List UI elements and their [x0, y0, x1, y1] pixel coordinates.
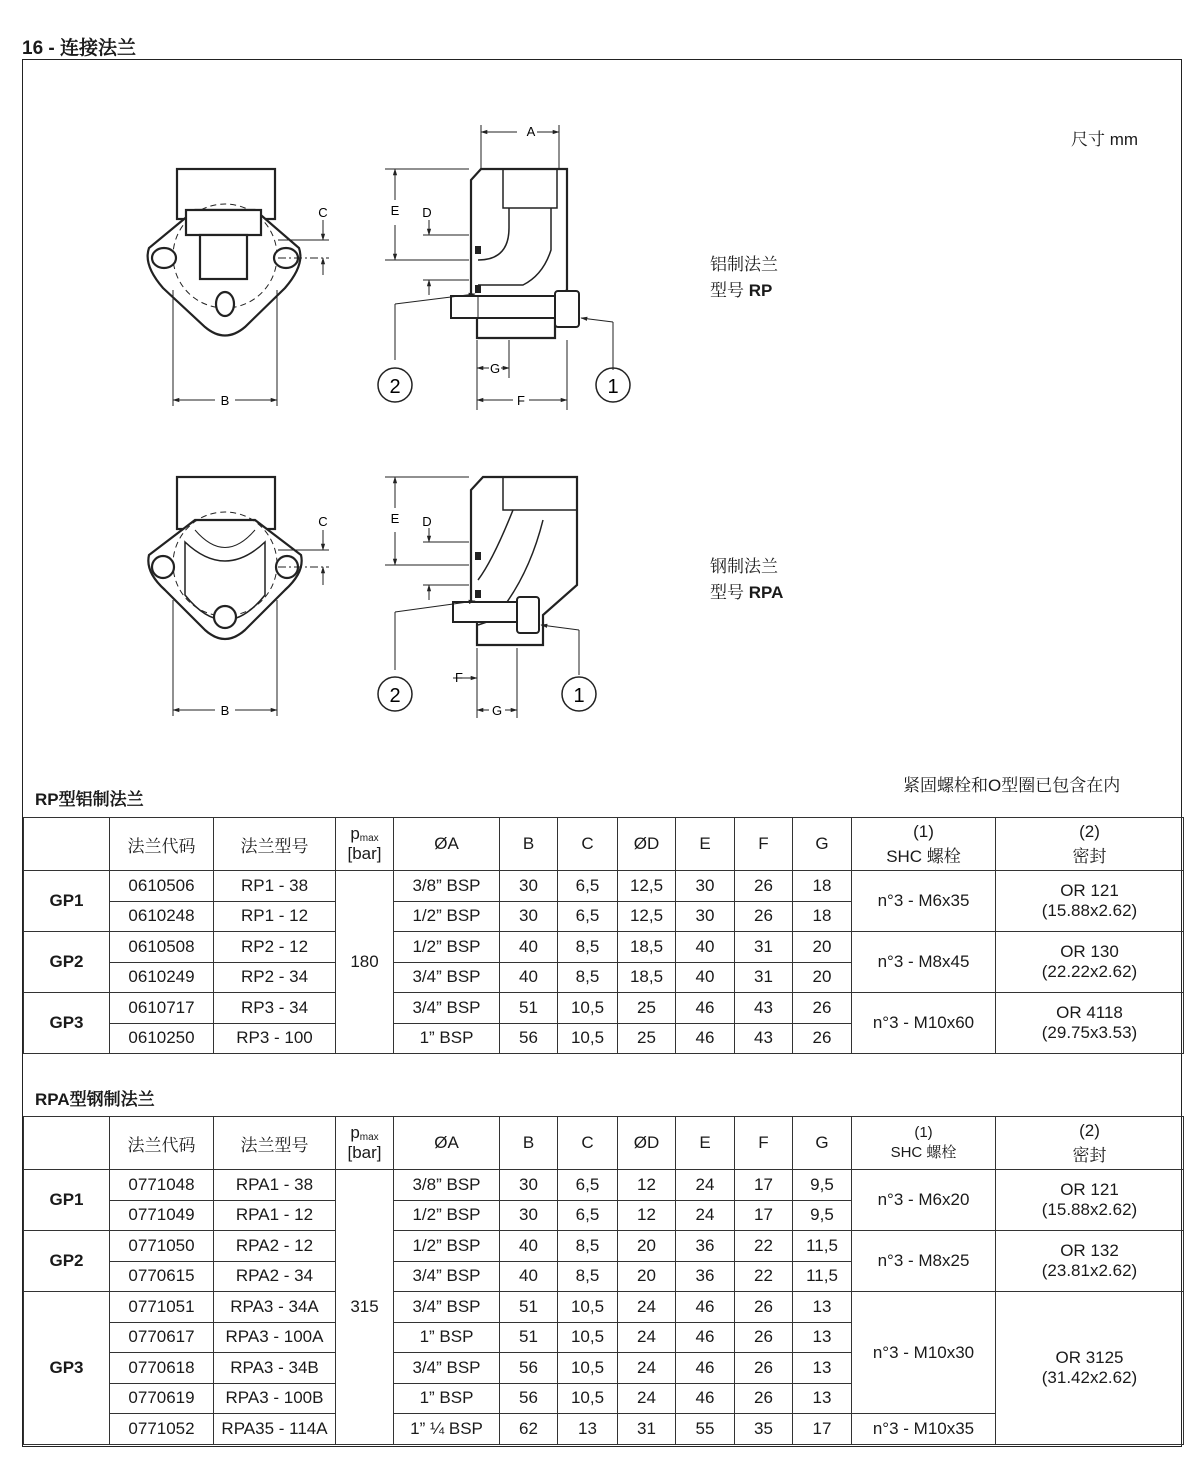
- pmax-value: 315: [336, 1170, 394, 1445]
- b: 56: [500, 1383, 558, 1414]
- g: 17: [793, 1414, 852, 1445]
- seal: [996, 932, 1184, 993]
- bolt: n°3 - M8x25: [852, 1231, 996, 1292]
- page-title: 16 - 连接法兰: [22, 38, 137, 59]
- dd: 24: [618, 1292, 676, 1323]
- g: 13: [793, 1353, 852, 1384]
- c: 10,5: [558, 1383, 618, 1414]
- dim-label-f: F: [517, 393, 525, 408]
- code: 0770617: [110, 1322, 214, 1353]
- table-header-row: [24, 1117, 1184, 1170]
- rp-model-line: [710, 278, 778, 304]
- seal-size: (31.42x2.62): [1041, 1367, 1138, 1387]
- seal-ref: OR 3125: [1055, 1347, 1124, 1367]
- e: 40: [676, 962, 735, 993]
- pmax-unit: [bar]: [347, 844, 382, 863]
- dim-label-e-rpa: E: [390, 511, 400, 526]
- seal-size: (23.81x2.62): [1041, 1261, 1138, 1280]
- header-group: [24, 1117, 110, 1170]
- dd: 12: [618, 1170, 676, 1201]
- group-name: GP1: [24, 1170, 110, 1231]
- da: 1/2” BSP: [394, 932, 500, 963]
- da: 1” BSP: [394, 1383, 500, 1414]
- bolt-label: SHC 螺栓: [886, 846, 961, 866]
- b: 30: [500, 1170, 558, 1201]
- dd: 12,5: [618, 901, 676, 932]
- dd: 25: [618, 1023, 676, 1054]
- da: 3/4” BSP: [394, 962, 500, 993]
- dd: 20: [618, 1261, 676, 1292]
- seal: [996, 993, 1184, 1054]
- model: RP2 - 34: [214, 962, 336, 993]
- b: 40: [500, 932, 558, 963]
- seal-num: (2): [1079, 1120, 1100, 1140]
- unit-note: 尺寸 mm: [1071, 130, 1139, 149]
- header-model: 法兰型号: [214, 1117, 336, 1170]
- da: 3/4” BSP: [394, 1292, 500, 1323]
- dd: 24: [618, 1322, 676, 1353]
- included-note: 紧固螺栓和O型圈已包含在内: [903, 776, 1121, 795]
- header-pmax: [336, 818, 394, 871]
- e: 30: [676, 901, 735, 932]
- b: 30: [500, 1200, 558, 1231]
- e: 24: [676, 1200, 735, 1231]
- g: 13: [793, 1292, 852, 1323]
- dim-label-c-rpa: C: [318, 514, 328, 529]
- rp-material: 铝制法兰: [710, 255, 778, 274]
- header-c: C: [558, 1117, 618, 1170]
- f: 26: [735, 871, 793, 902]
- header-seal: [996, 1117, 1184, 1170]
- bolt: n°3 - M10x60: [852, 993, 996, 1054]
- seal-num: (2): [1079, 821, 1100, 841]
- da: 1” BSP: [394, 1322, 500, 1353]
- model: RPA1 - 38: [214, 1170, 336, 1201]
- code: 0770619: [110, 1383, 214, 1414]
- b: 30: [500, 901, 558, 932]
- e: 55: [676, 1414, 735, 1445]
- table-row: [24, 993, 1184, 1024]
- da: 3/4” BSP: [394, 993, 500, 1024]
- code: 0610506: [110, 871, 214, 902]
- c: 10,5: [558, 1292, 618, 1323]
- dim-label-b-rpa: B: [220, 703, 230, 718]
- bolt: n°3 - M8x45: [852, 932, 996, 993]
- c: 10,5: [558, 993, 618, 1024]
- model: RPA3 - 100B: [214, 1383, 336, 1414]
- seal-ref: OR 132: [1060, 1241, 1119, 1260]
- g: 20: [793, 962, 852, 993]
- g: 11,5: [793, 1231, 852, 1262]
- rp-spec-table: [23, 817, 1184, 1054]
- f: 26: [735, 1292, 793, 1323]
- b: 51: [500, 993, 558, 1024]
- dd: 18,5: [618, 962, 676, 993]
- c: 8,5: [558, 1261, 618, 1292]
- rp-model-prefix: 型号: [710, 281, 749, 300]
- e: 46: [676, 1322, 735, 1353]
- pmax-sub: max: [359, 833, 379, 844]
- c: 6,5: [558, 1170, 618, 1201]
- header-group: [24, 818, 110, 871]
- model: RP3 - 34: [214, 993, 336, 1024]
- b: 56: [500, 1353, 558, 1384]
- da: 1” ¼ BSP: [394, 1414, 500, 1445]
- g: 20: [793, 932, 852, 963]
- model: RP1 - 38: [214, 871, 336, 902]
- g: 13: [793, 1383, 852, 1414]
- g: 26: [793, 1023, 852, 1054]
- pmax-p: p: [350, 1123, 360, 1142]
- f: 35: [735, 1414, 793, 1445]
- c: 13: [558, 1414, 618, 1445]
- b: 40: [500, 1261, 558, 1292]
- code: 0610248: [110, 901, 214, 932]
- f: 22: [735, 1231, 793, 1262]
- callout-2-rpa: 2: [389, 685, 401, 707]
- table-row: [24, 1292, 1184, 1323]
- dim-label-g: G: [489, 361, 501, 376]
- model: RP1 - 12: [214, 901, 336, 932]
- code: 0771048: [110, 1170, 214, 1201]
- b: 51: [500, 1292, 558, 1323]
- rpa-model: RPA: [748, 583, 784, 602]
- c: 6,5: [558, 1200, 618, 1231]
- rpa-material: 钢制法兰: [710, 557, 778, 576]
- seal-size: (22.22x2.62): [1041, 962, 1138, 981]
- b: 56: [500, 1023, 558, 1054]
- group-name: GP1: [24, 871, 110, 932]
- c: 8,5: [558, 962, 618, 993]
- header-b: B: [500, 818, 558, 871]
- e: 36: [676, 1261, 735, 1292]
- e: 36: [676, 1231, 735, 1262]
- header-da: ØA: [394, 818, 500, 871]
- g: 18: [793, 871, 852, 902]
- da: 1/2” BSP: [394, 1200, 500, 1231]
- e: 30: [676, 871, 735, 902]
- bolt: n°3 - M6x20: [852, 1170, 996, 1231]
- seal-label: 密封: [1072, 1145, 1107, 1165]
- rp-flange-label: [710, 252, 778, 304]
- group-name: GP3: [24, 1292, 110, 1445]
- f: 43: [735, 1023, 793, 1054]
- bolt-num: (1): [914, 1124, 933, 1141]
- code: 0771052: [110, 1414, 214, 1445]
- pmax-value: 180: [336, 871, 394, 1054]
- f: 26: [735, 1322, 793, 1353]
- dd: 25: [618, 993, 676, 1024]
- model: RPA2 - 34: [214, 1261, 336, 1292]
- g: 9,5: [793, 1170, 852, 1201]
- code: 0770615: [110, 1261, 214, 1292]
- rp-table-title: RP型铝制法兰: [35, 790, 144, 809]
- model: RPA35 - 114A: [214, 1414, 336, 1445]
- code: 0610508: [110, 932, 214, 963]
- f: 17: [735, 1200, 793, 1231]
- bolt-num: (1): [913, 821, 934, 841]
- table-row: [24, 871, 1184, 902]
- header-da: ØA: [394, 1117, 500, 1170]
- f: 26: [735, 1383, 793, 1414]
- code: 0771051: [110, 1292, 214, 1323]
- seal: [996, 1231, 1184, 1292]
- c: 10,5: [558, 1353, 618, 1384]
- header-e: E: [676, 1117, 735, 1170]
- seal-size: (15.88x2.62): [1041, 1200, 1138, 1219]
- header-bolt: [852, 818, 996, 871]
- rpa-table-title: RPA型钢制法兰: [35, 1090, 155, 1109]
- header-dd: ØD: [618, 818, 676, 871]
- code: 0610717: [110, 993, 214, 1024]
- rp-model: RP: [748, 281, 773, 300]
- g: 9,5: [793, 1200, 852, 1231]
- e: 46: [676, 1353, 735, 1384]
- c: 10,5: [558, 1322, 618, 1353]
- code: 0610250: [110, 1023, 214, 1054]
- b: 40: [500, 1231, 558, 1262]
- header-e: E: [676, 818, 735, 871]
- da: 3/4” BSP: [394, 1261, 500, 1292]
- seal-size: (29.75x3.53): [1041, 1023, 1138, 1042]
- table-row: [24, 932, 1184, 963]
- f: 31: [735, 932, 793, 963]
- b: 40: [500, 962, 558, 993]
- f: 26: [735, 1353, 793, 1384]
- rpa-model-prefix: 型号: [710, 583, 749, 602]
- bolt-label: SHC 螺栓: [890, 1144, 957, 1161]
- seal-ref: OR 4118: [1056, 1003, 1123, 1022]
- dd: 12: [618, 1200, 676, 1231]
- content-frame: [22, 59, 1182, 1447]
- bolt: n°3 - M6x35: [852, 871, 996, 932]
- model: RPA3 - 100A: [214, 1322, 336, 1353]
- e: 46: [676, 1023, 735, 1054]
- header-f: F: [735, 1117, 793, 1170]
- dd: 24: [618, 1353, 676, 1384]
- code: 0770618: [110, 1353, 214, 1384]
- model: RP2 - 12: [214, 932, 336, 963]
- c: 10,5: [558, 1023, 618, 1054]
- g: 18: [793, 901, 852, 932]
- dim-label-b: B: [220, 393, 230, 408]
- seal-ref: OR 121: [1060, 1180, 1119, 1199]
- da: 3/4” BSP: [394, 1353, 500, 1384]
- b: 30: [500, 871, 558, 902]
- seal-ref: OR 130: [1060, 942, 1119, 961]
- e: 46: [676, 993, 735, 1024]
- g: 26: [793, 993, 852, 1024]
- dim-label-c: C: [318, 205, 328, 220]
- da: 1/2” BSP: [394, 1231, 500, 1262]
- code: 0771050: [110, 1231, 214, 1262]
- bolt: n°3 - M10x35: [852, 1414, 996, 1445]
- model: RP3 - 100: [214, 1023, 336, 1054]
- e: 24: [676, 1170, 735, 1201]
- header-model: 法兰型号: [214, 818, 336, 871]
- header-dd: ØD: [618, 1117, 676, 1170]
- header-c: C: [558, 818, 618, 871]
- f: 17: [735, 1170, 793, 1201]
- group-name: GP2: [24, 1231, 110, 1292]
- pmax-unit: [bar]: [347, 1143, 382, 1162]
- callout-1-rpa: 1: [573, 685, 585, 707]
- b: 51: [500, 1322, 558, 1353]
- code: 0610249: [110, 962, 214, 993]
- seal-label: 密封: [1072, 846, 1107, 866]
- rpa-flange-label: [710, 554, 783, 606]
- dd: 31: [618, 1414, 676, 1445]
- c: 6,5: [558, 901, 618, 932]
- callout-1: 1: [607, 376, 619, 398]
- header-code: 法兰代码: [110, 1117, 214, 1170]
- e: 40: [676, 932, 735, 963]
- callout-2: 2: [389, 376, 401, 398]
- dim-label-e: E: [390, 203, 400, 218]
- header-f: F: [735, 818, 793, 871]
- da: 3/8” BSP: [394, 1170, 500, 1201]
- f: 26: [735, 901, 793, 932]
- model: RPA2 - 12: [214, 1231, 336, 1262]
- f: 43: [735, 993, 793, 1024]
- header-seal: [996, 818, 1184, 871]
- da: 3/8” BSP: [394, 871, 500, 902]
- e: 46: [676, 1292, 735, 1323]
- seal-size: (15.88x2.62): [1041, 901, 1138, 920]
- pmax-p: p: [350, 824, 360, 843]
- model: RPA3 - 34A: [214, 1292, 336, 1323]
- dim-label-f-rpa: F: [455, 670, 463, 685]
- da: 1/2” BSP: [394, 901, 500, 932]
- dim-label-a: A: [526, 124, 536, 139]
- rpa-side-view: [453, 477, 577, 645]
- rp-side-view: [451, 169, 579, 338]
- rpa-spec-table: [23, 1116, 1184, 1445]
- c: 6,5: [558, 871, 618, 902]
- seal: [996, 1170, 1184, 1231]
- header-pmax: [336, 1117, 394, 1170]
- header-b: B: [500, 1117, 558, 1170]
- da: 1” BSP: [394, 1023, 500, 1054]
- model: RPA1 - 12: [214, 1200, 336, 1231]
- b: 62: [500, 1414, 558, 1445]
- c: 8,5: [558, 1231, 618, 1262]
- seal-ref: OR 121: [1060, 881, 1119, 900]
- c: 8,5: [558, 932, 618, 963]
- code: 0771049: [110, 1200, 214, 1231]
- f: 31: [735, 962, 793, 993]
- flange-drawings: [23, 60, 1181, 760]
- e: 46: [676, 1383, 735, 1414]
- table-row: [24, 1170, 1184, 1201]
- dd: 24: [618, 1383, 676, 1414]
- rpa-front-view: [148, 477, 301, 639]
- dd: 12,5: [618, 871, 676, 902]
- header-code: 法兰代码: [110, 818, 214, 871]
- g: 11,5: [793, 1261, 852, 1292]
- header-g: G: [793, 1117, 852, 1170]
- g: 13: [793, 1322, 852, 1353]
- dd: 20: [618, 1231, 676, 1262]
- bolt: n°3 - M10x30: [852, 1292, 996, 1414]
- seal: [996, 871, 1184, 932]
- seal: [996, 1292, 1184, 1445]
- f: 22: [735, 1261, 793, 1292]
- header-g: G: [793, 818, 852, 871]
- table-header-row: [24, 818, 1184, 871]
- rpa-model-line: [710, 580, 783, 606]
- group-name: GP2: [24, 932, 110, 993]
- group-name: GP3: [24, 993, 110, 1054]
- pmax-sub: max: [359, 1132, 379, 1143]
- table-row: [24, 1231, 1184, 1262]
- dim-label-g-rpa: G: [491, 703, 503, 718]
- dim-label-d-rpa: D: [422, 514, 432, 529]
- dd: 18,5: [618, 932, 676, 963]
- dim-label-d: D: [422, 205, 432, 220]
- model: RPA3 - 34B: [214, 1353, 336, 1384]
- header-bolt: [852, 1117, 996, 1170]
